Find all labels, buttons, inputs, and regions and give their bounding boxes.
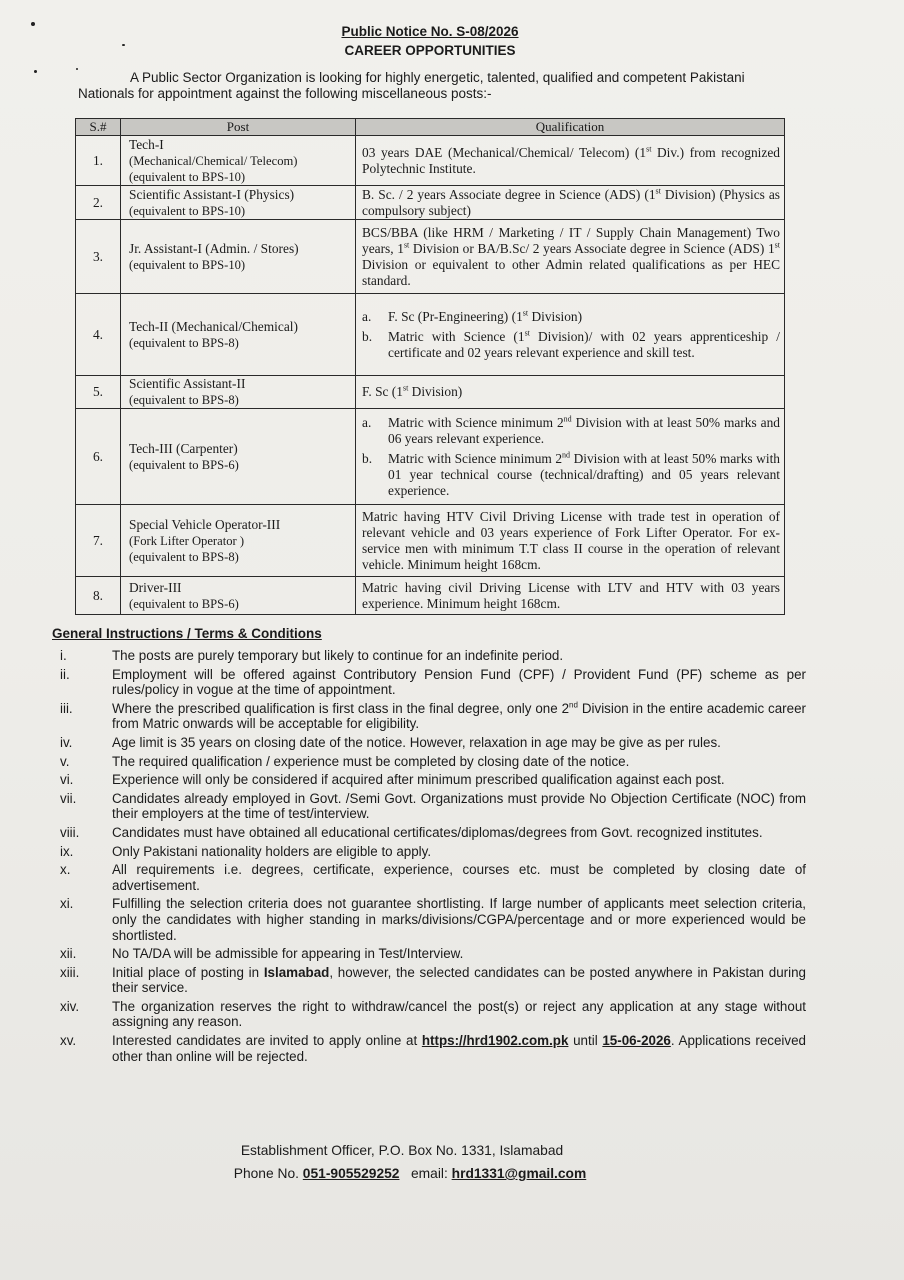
qualification-item bbox=[362, 145, 780, 177]
intro-paragraph: A Public Sector Organization is looking for highly energetic, talented, qualified and competent Pakistani Nationals for appointment against the following miscellaneous posts:- bbox=[78, 70, 745, 101]
post-bps: (equivalent to BPS-10) bbox=[129, 169, 246, 184]
instruction-text: Only Pakistani nationality holders are eligible to apply. bbox=[112, 843, 432, 859]
qualification-text: B. Sc. / 2 years Associate degree in Science (ADS) (1st Division) (Physics as compulsory subject) bbox=[362, 186, 780, 218]
qualification-item bbox=[362, 580, 780, 612]
qualification-item bbox=[362, 451, 780, 499]
qualification-item bbox=[362, 187, 780, 219]
post-bps: (equivalent to BPS-10) bbox=[129, 257, 246, 272]
email-label: email: bbox=[410, 1166, 448, 1181]
post-bps: (equivalent to BPS-8) bbox=[129, 549, 239, 564]
email-link[interactable]: hrd1331@gmail.com bbox=[451, 1166, 587, 1181]
table-row bbox=[76, 376, 785, 409]
instruction-number: xiii. bbox=[60, 964, 80, 980]
instruction-text: The organization reserves the right to withdraw/cancel the post(s) or reject any application at any stage without assigning any reason. bbox=[112, 998, 806, 1030]
instruction-number: xii. bbox=[60, 946, 77, 962]
instruction-item bbox=[52, 667, 806, 698]
instruction-text: Candidates must have obtained all educational certificates/diplomas/degrees from Govt. recognized institutes. bbox=[112, 824, 763, 840]
post-bps: (equivalent to BPS-8) bbox=[129, 393, 239, 407]
row-serial: 5. bbox=[76, 376, 121, 409]
footer-contact bbox=[0, 1166, 862, 1181]
qualification-text: Matric with Science minimum 2nd Division with at least 50% marks and 06 years relevant experience. bbox=[388, 414, 780, 446]
instruction-text: The posts are purely temporary but likely to continue for an indefinite period. bbox=[112, 648, 564, 663]
instruction-number: ii. bbox=[60, 666, 70, 682]
instruction-item bbox=[52, 862, 806, 893]
instruction-number: iii. bbox=[60, 700, 73, 716]
instruction-item bbox=[52, 896, 806, 943]
instruction-item bbox=[52, 772, 806, 788]
column-header-sn: S.# bbox=[76, 119, 121, 136]
instruction-number: viii. bbox=[60, 824, 80, 840]
post-title: Special Vehicle Operator-III bbox=[129, 516, 281, 532]
instruction-text: The required qualification / experience must be completed by closing date of the notice. bbox=[112, 753, 630, 769]
row-qualification bbox=[356, 220, 785, 294]
table-row bbox=[76, 220, 785, 294]
column-header-qualification: Qualification bbox=[356, 119, 785, 136]
instruction-item bbox=[52, 999, 806, 1030]
table-row bbox=[76, 294, 785, 376]
row-qualification bbox=[356, 136, 785, 186]
instruction-number: i. bbox=[60, 648, 67, 663]
instruction-item bbox=[52, 946, 806, 962]
instruction-item bbox=[52, 1033, 806, 1064]
qualification-text: Matric with Science (1st Division)/ with 02 years apprenticeship / certificate and 02 years relevant experience and skill test. bbox=[388, 328, 780, 360]
qualification-text: 03 years DAE (Mechanical/Chemical/ Telecom) (1st Div.) from recognized Polytechnic Institute. bbox=[362, 144, 780, 176]
instruction-number: ix. bbox=[60, 843, 74, 859]
post-title: Tech-III (Carpenter) bbox=[129, 440, 238, 456]
instruction-text bbox=[112, 965, 806, 996]
row-post bbox=[121, 409, 356, 505]
qualification-marker: b. bbox=[362, 328, 373, 344]
row-post bbox=[121, 505, 356, 577]
post-bps: (equivalent to BPS-6) bbox=[129, 457, 239, 472]
instruction-segment: until bbox=[568, 1033, 603, 1049]
row-serial: 2. bbox=[76, 186, 121, 220]
instruction-number: iv. bbox=[60, 734, 73, 750]
instruction-number: xi. bbox=[60, 896, 74, 912]
instruction-text: Fulfilling the selection criteria does not guarantee shortlisting. If large number of applicants meet selection criteria, only the candidates with higher standing in marks/divisions/CGPA/percentage and or more experienced would be shortlisted. bbox=[112, 896, 806, 943]
post-title: Tech-II (Mechanical/Chemical) bbox=[129, 318, 298, 334]
instruction-text bbox=[112, 1033, 806, 1064]
post-subtitle: (Fork Lifter Operator ) bbox=[129, 533, 245, 548]
instruction-number: vi. bbox=[60, 772, 74, 788]
row-post bbox=[121, 294, 356, 376]
qualification-text: Matric with Science minimum 2nd Division with at least 50% marks with 01 year technical course (technical/drafting) and 05 years relevant experience. bbox=[388, 450, 780, 498]
instruction-text: No TA/DA will be admissible for appearing in Test/Interview. bbox=[112, 946, 464, 962]
row-post bbox=[121, 376, 356, 409]
qualification-item bbox=[362, 329, 780, 361]
row-qualification bbox=[356, 186, 785, 220]
instruction-item bbox=[52, 701, 806, 732]
post-title: Scientific Assistant-I (Physics) bbox=[129, 186, 295, 202]
row-qualification bbox=[356, 577, 785, 615]
instructions-list bbox=[52, 648, 806, 1067]
instruction-item bbox=[52, 844, 806, 860]
instruction-number: v. bbox=[60, 753, 70, 769]
posts-table bbox=[75, 118, 785, 615]
phone-label: Phone No. bbox=[233, 1166, 299, 1181]
qualification-text: Matric having civil Driving License with LTV and HTV with 03 years experience. Minimum height 168cm. bbox=[362, 579, 780, 611]
instruction-item bbox=[52, 648, 806, 664]
instruction-number: vii. bbox=[60, 790, 77, 806]
post-subtitle: (Mechanical/Chemical/ Telecom) bbox=[129, 153, 298, 168]
row-qualification bbox=[356, 376, 785, 409]
phone-number: 051-905529252 bbox=[302, 1166, 400, 1181]
posting-city: Islamabad bbox=[263, 964, 330, 980]
closing-date: 15-06-2026 bbox=[602, 1033, 671, 1049]
instruction-text: Experience will only be considered if acquired after minimum prescribed qualification against each post. bbox=[112, 772, 725, 788]
qualification-marker: b. bbox=[362, 450, 373, 466]
row-post bbox=[121, 577, 356, 615]
table-row bbox=[76, 136, 785, 186]
page-title: CAREER OPPORTUNITIES bbox=[344, 43, 516, 58]
row-post bbox=[121, 136, 356, 186]
qualification-text: BCS/BBA (like HRM / Marketing / IT / Supply Chain Management) Two years, 1st Division or BA/B.Sc/ 2 years Associate degree in Science (ADS) 1st Division or equivalent to other Admin related qualifications as per HEC standard. bbox=[362, 224, 780, 288]
instruction-text: Candidates already employed in Govt. /Semi Govt. Organizations must provide No Objection Certificate (NOC) from their employers at the time of test/interview. bbox=[112, 790, 806, 822]
qualification-text: F. Sc (Pr-Engineering) (1st Division) bbox=[388, 308, 583, 324]
instruction-item bbox=[52, 754, 806, 770]
row-post bbox=[121, 220, 356, 294]
notice-number: Public Notice No. S-08/2026 bbox=[341, 24, 519, 39]
qualification-item bbox=[362, 384, 780, 400]
qualification-marker: a. bbox=[362, 414, 372, 430]
row-post bbox=[121, 186, 356, 220]
qualification-text: Matric having HTV Civil Driving License with trade test in operation of relevant vehicle and 03 years experience of Fork Lifter Operator. For ex-service men with minimum T.T class II course in the operation of relevant vehicle. Minimum height 168cm. bbox=[362, 508, 780, 572]
qualification-marker: a. bbox=[362, 308, 372, 324]
table-row bbox=[76, 186, 785, 220]
table-row bbox=[76, 577, 785, 615]
instruction-item bbox=[52, 825, 806, 841]
apply-url-link[interactable]: https://hrd1902.com.pk bbox=[421, 1033, 569, 1049]
instruction-item bbox=[52, 965, 806, 996]
row-serial: 4. bbox=[76, 294, 121, 376]
row-serial: 8. bbox=[76, 577, 121, 615]
row-serial: 3. bbox=[76, 220, 121, 294]
row-serial: 1. bbox=[76, 136, 121, 186]
post-bps: (equivalent to BPS-6) bbox=[129, 596, 239, 611]
instructions-heading: General Instructions / Terms & Conditions bbox=[52, 626, 322, 641]
row-serial: 7. bbox=[76, 505, 121, 577]
instruction-segment: , however, the selected candidates can be posted anywhere in Pakistan during their service. bbox=[112, 964, 806, 996]
instruction-segment: . Applications received other than online will be rejected. bbox=[112, 1033, 806, 1064]
table-body bbox=[76, 136, 785, 615]
qualification-item bbox=[362, 309, 780, 325]
qualification-text: F. Sc (1st Division) bbox=[362, 383, 463, 399]
instruction-number: xiv. bbox=[60, 998, 80, 1014]
row-serial: 6. bbox=[76, 409, 121, 505]
instruction-number: xv. bbox=[60, 1033, 77, 1049]
instruction-text: Age limit is 35 years on closing date of the notice. However, relaxation in age may be give as per rules. bbox=[112, 734, 721, 750]
instruction-item bbox=[52, 735, 806, 751]
post-title: Jr. Assistant-I (Admin. / Stores) bbox=[129, 240, 299, 256]
table-header-row bbox=[76, 119, 785, 136]
instruction-text: Where the prescribed qualification is first class in the final degree, only one 2nd Division in the entire academic career from Matric onwards will be acceptable for eligibility. bbox=[112, 700, 806, 732]
row-qualification bbox=[356, 505, 785, 577]
post-title: Driver-III bbox=[129, 579, 182, 595]
post-title: Scientific Assistant-II bbox=[129, 376, 246, 391]
ink-speck bbox=[34, 70, 37, 73]
qualification-item bbox=[362, 225, 780, 289]
row-qualification bbox=[356, 409, 785, 505]
table-row bbox=[76, 505, 785, 577]
row-qualification bbox=[356, 294, 785, 376]
instruction-item bbox=[52, 791, 806, 822]
post-bps: (equivalent to BPS-10) bbox=[129, 203, 246, 218]
instruction-text: All requirements i.e. degrees, certificate, experience, courses etc. must be completed by closing date of advertisement. bbox=[112, 862, 806, 893]
instruction-segment: Initial place of posting in bbox=[112, 964, 264, 980]
footer-address: Establishment Officer, P.O. Box No. 1331, Islamabad bbox=[240, 1143, 564, 1158]
post-bps: (equivalent to BPS-8) bbox=[129, 335, 239, 350]
qualification-item bbox=[362, 415, 780, 447]
instruction-segment: Interested candidates are invited to apply online at bbox=[112, 1033, 422, 1049]
instruction-text: Employment will be offered against Contributory Pension Fund (CPF) / Provident Fund (PF) scheme as per rules/policy in vogue at the time of appointment. bbox=[112, 666, 806, 698]
table-row bbox=[76, 409, 785, 505]
post-title: Tech-I bbox=[129, 136, 164, 152]
column-header-post: Post bbox=[121, 119, 356, 136]
instruction-number: x. bbox=[60, 862, 71, 878]
qualification-item bbox=[362, 509, 780, 573]
